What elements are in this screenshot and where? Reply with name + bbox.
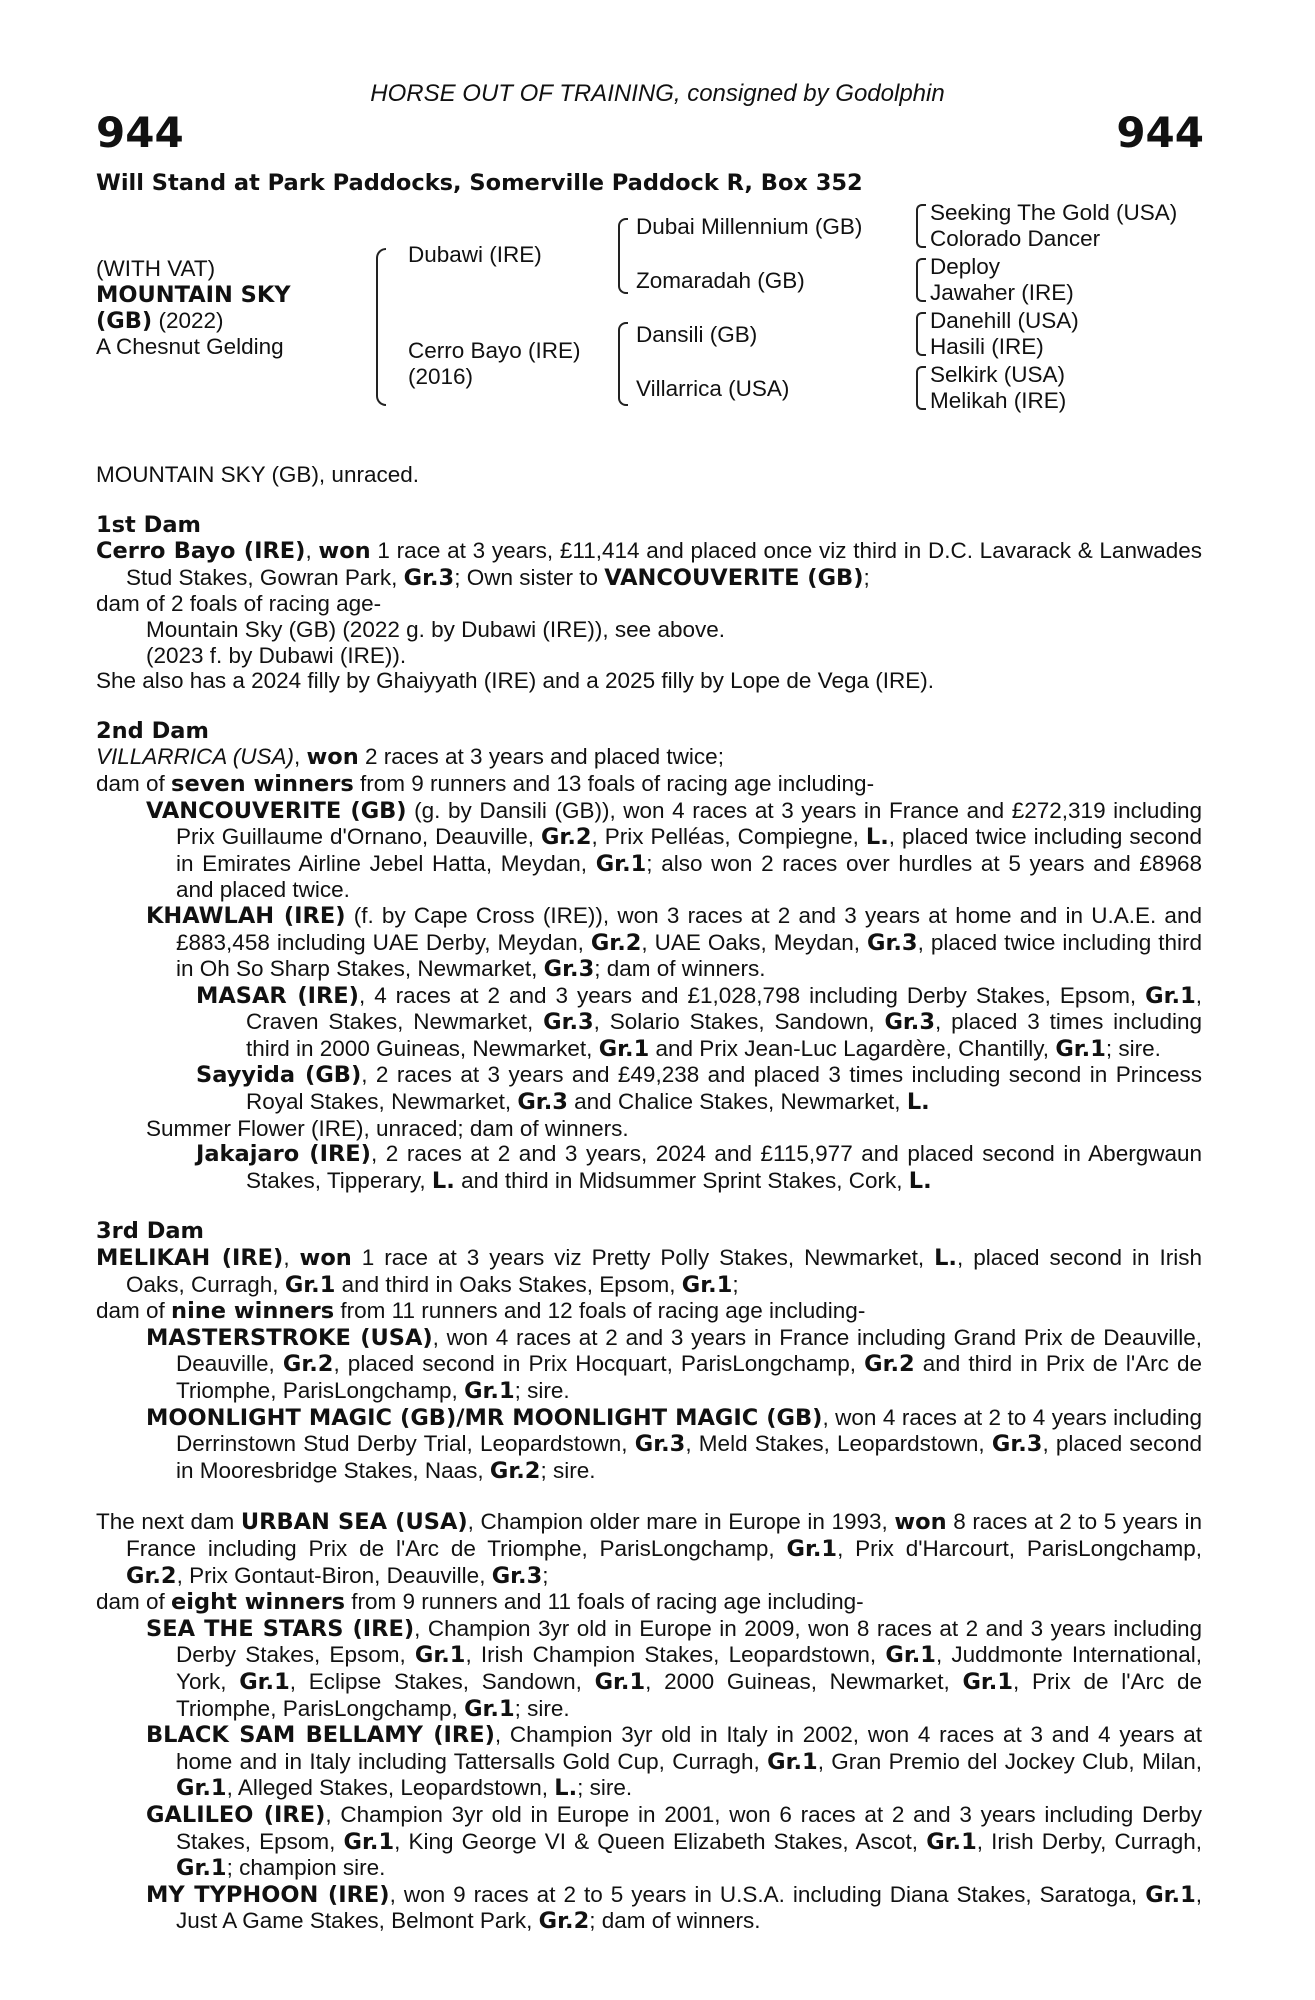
brace-3a xyxy=(916,204,926,248)
third-dam-section xyxy=(96,1219,1202,1484)
brace-3d xyxy=(916,366,926,410)
dam-dam: Villarrica (USA) xyxy=(636,376,790,401)
stand-location: Will Stand at Park Paddocks, Somerville Paddock R, Box 352 xyxy=(96,170,863,196)
dam-brace xyxy=(618,322,628,406)
produce-entry: VANCOUVERITE (GB) (g. by Dansili (GB)), won 4 races at 3 years in France and £272,319 including Prix Guillaume d'Ornano, Deauville, Gr.2, Prix Pelléas, Compiegne, L., placed twice including second in Emirates Airline Jebel Hatta, Meydan, Gr.1; also won 2 races over hurdles at 5 years and £8968 and placed twice. xyxy=(146,797,1202,903)
ped-dsd: Hasili (IRE) xyxy=(930,334,1044,359)
second-dam-record: VILLARRICA (USA), won 2 races at 3 years and placed twice; xyxy=(96,744,724,771)
intro-line: MOUNTAIN SKY (GB), unraced. xyxy=(96,462,419,487)
first-dam-foals-line: dam of 2 foals of racing age- xyxy=(96,591,382,617)
ped-ddd: Melikah (IRE) xyxy=(930,388,1067,413)
next-dam-section xyxy=(96,1509,1202,1935)
horse-country-year: (GB) (2022) xyxy=(96,308,224,334)
sire-sire: Dubai Millennium (GB) xyxy=(636,214,863,239)
brace-3b xyxy=(916,258,926,302)
third-dam-heading: 3rd Dam xyxy=(96,1218,204,1245)
ped-dss: Danehill (USA) xyxy=(930,308,1079,333)
next-dam-record: The next dam URBAN SEA (USA), Champion older mare in Europe in 1993, won 8 races at 2 to 5 years in France including Prix de l'Arc de Triomphe, ParisLongchamp, Gr.1, Prix d'Harcourt, ParisLongchamp, Gr.2, Prix Gontaut-Biron, Deauville, Gr.3; xyxy=(96,1509,1202,1589)
ped-dds: Selkirk (USA) xyxy=(930,362,1066,387)
sire-brace xyxy=(618,218,628,294)
horse-vat: (WITH VAT) xyxy=(96,256,216,281)
produce-entry: KHAWLAH (IRE) (f. by Cape Cross (IRE)), won 3 races at 2 and 3 years at home and in U.A.E. and £883,458 including UAE Derby, Meydan, Gr.2, UAE Oaks, Meydan, Gr.3, placed twice including third in Oh So Sharp Stakes, Newmarket, Gr.3; dam of winners. xyxy=(146,902,1202,983)
first-dam-heading: 1st Dam xyxy=(96,511,201,538)
next-dam-produce-line: dam of eight winners from 9 runners and 11 foals of racing age including- xyxy=(96,1589,864,1616)
produce-entry: BLACK SAM BELLAMY (IRE), Champion 3yr old in Italy in 2002, won 4 races at 3 and 4 years at home and in Italy including Tattersalls Gold Cup, Curragh, Gr.1, Gran Premio del Jockey Club, Milan, Gr.1, Alleged Stakes, Leopardstown, L.; sire. xyxy=(146,1722,1202,1802)
produce-entry: GALILEO (IRE), Champion 3yr old in Europe in 2001, won 6 races at 2 and 3 years including Derby Stakes, Epsom, Gr.1, King George VI & Queen Elizabeth Stakes, Ascot, Gr.1, Irish Derby, Curragh, Gr.1; champion sire. xyxy=(146,1801,1202,1882)
first-dam-also: She also has a 2024 filly by Ghaiyyath (IRE) and a 2025 filly by Lope de Vega (IRE). xyxy=(96,668,934,694)
second-dam-section xyxy=(96,719,1202,1195)
produce-entry: MASTERSTROKE (USA), won 4 races at 2 and 3 years in France including Grand Prix de Deauville, Deauville, Gr.2, placed second in Prix Hocquart, ParisLongchamp, Gr.2 and third in Prix de l'Arc de Triomphe, ParisLongchamp, Gr.1; sire. xyxy=(146,1324,1202,1404)
lot-number-right: 944 xyxy=(1116,108,1204,157)
dam: Cerro Bayo (IRE) xyxy=(408,338,581,363)
page-subtitle: HORSE OUT OF TRAINING, consigned by Godolphin xyxy=(370,80,945,107)
horse-name: MOUNTAIN SKY xyxy=(96,282,291,308)
horse-description: A Chesnut Gelding xyxy=(96,334,284,359)
third-dam-produce-line: dam of nine winners from 11 runners and 12 foals of racing age including- xyxy=(96,1298,866,1325)
sire: Dubawi (IRE) xyxy=(408,242,542,267)
lot-number-left: 944 xyxy=(96,108,184,157)
brace-3c xyxy=(916,312,926,356)
produce-entry: Sayyida (GB), 2 races at 3 years and £49,238 and placed 3 times including second in Princess Royal Stakes, Newmarket, Gr.3 and Chalice Stakes, Newmarket, L. xyxy=(196,1062,1202,1116)
second-dam-heading: 2nd Dam xyxy=(96,717,209,744)
first-dam-record: Cerro Bayo (IRE), won 1 race at 3 years, £11,414 and placed once viz third in D.C. Lavarack & Lanwades Stud Stakes, Gowran Park, Gr.3; Own sister to VANCOUVERITE (GB); xyxy=(96,538,1202,591)
ped-sds: Deploy xyxy=(930,254,1001,279)
third-dam-record: MELIKAH (IRE), won 1 race at 3 years viz Pretty Polly Stakes, Newmarket, L., placed second in Irish Oaks, Curragh, Gr.1 and third in Oaks Stakes, Epsom, Gr.1; xyxy=(96,1245,1202,1298)
ped-sdd: Jawaher (IRE) xyxy=(930,280,1074,305)
produce-entry: SEA THE STARS (IRE), Champion 3yr old in Europe in 2009, won 8 races at 2 and 3 years including Derby Stakes, Epsom, Gr.1, Irish Champion Stakes, Leopardstown, Gr.1, Juddmonte International, York, Gr.1, Eclipse Stakes, Sandown, Gr.1, 2000 Guineas, Newmarket, Gr.1, Prix de l'Arc de Triomphe, ParisLongchamp, Gr.1; sire. xyxy=(146,1615,1203,1722)
pedigree-brace xyxy=(376,248,386,406)
produce-entry: MY TYPHOON (IRE), won 9 races at 2 to 5 years in U.S.A. including Diana Stakes, Saratoga, Gr.1, Just A Game Stakes, Belmont Park, Gr.2; dam of winners. xyxy=(146,1881,1203,1935)
sire-dam: Zomaradah (GB) xyxy=(636,268,805,293)
catalogue-body xyxy=(96,462,1202,1935)
dam-sire: Dansili (GB) xyxy=(636,322,758,347)
foal-item: Mountain Sky (GB) (2022 g. by Dubawi (IRE)), see above. xyxy=(146,616,726,642)
produce-entry: MASAR (IRE), 4 races at 2 and 3 years and £1,028,798 including Derby Stakes, Epsom, Gr.1, Craven Stakes, Newmarket, Gr.3, Solario Stakes, Sandown, Gr.3, placed 3 times including third in 2000 Guineas, Newmarket, Gr.1 and Prix Jean-Luc Lagardère, Chantilly, Gr.1; sire. xyxy=(196,982,1202,1062)
second-dam-produce-line: dam of seven winners from 9 runners and 13 foals of racing age including- xyxy=(96,770,875,797)
foal-item: (2023 f. by Dubawi (IRE)). xyxy=(146,642,407,668)
produce-entry: MOONLIGHT MAGIC (GB)/MR MOONLIGHT MAGIC (GB), won 4 races at 2 to 4 years including Derrinstown Stud Derby Trial, Leopardstown, Gr.3, Meld Stakes, Leopardstown, Gr.3, placed second in Mooresbridge Stakes, Naas, Gr.2; sire. xyxy=(146,1404,1202,1484)
ped-sss: Seeking The Gold (USA) xyxy=(930,200,1178,225)
produce-entry: Jakajaro (IRE), 2 races at 2 and 3 years, 2024 and £115,977 and placed second in Abergwaun Stakes, Tipperary, L. and third in Midsummer Sprint Stakes, Cork, L. xyxy=(196,1141,1203,1194)
produce-entry: Summer Flower (IRE), unraced; dam of winners. xyxy=(146,1115,629,1141)
ped-ssd: Colorado Dancer xyxy=(930,226,1101,251)
dam-year: (2016) xyxy=(408,364,474,389)
first-dam-section xyxy=(96,513,1202,694)
